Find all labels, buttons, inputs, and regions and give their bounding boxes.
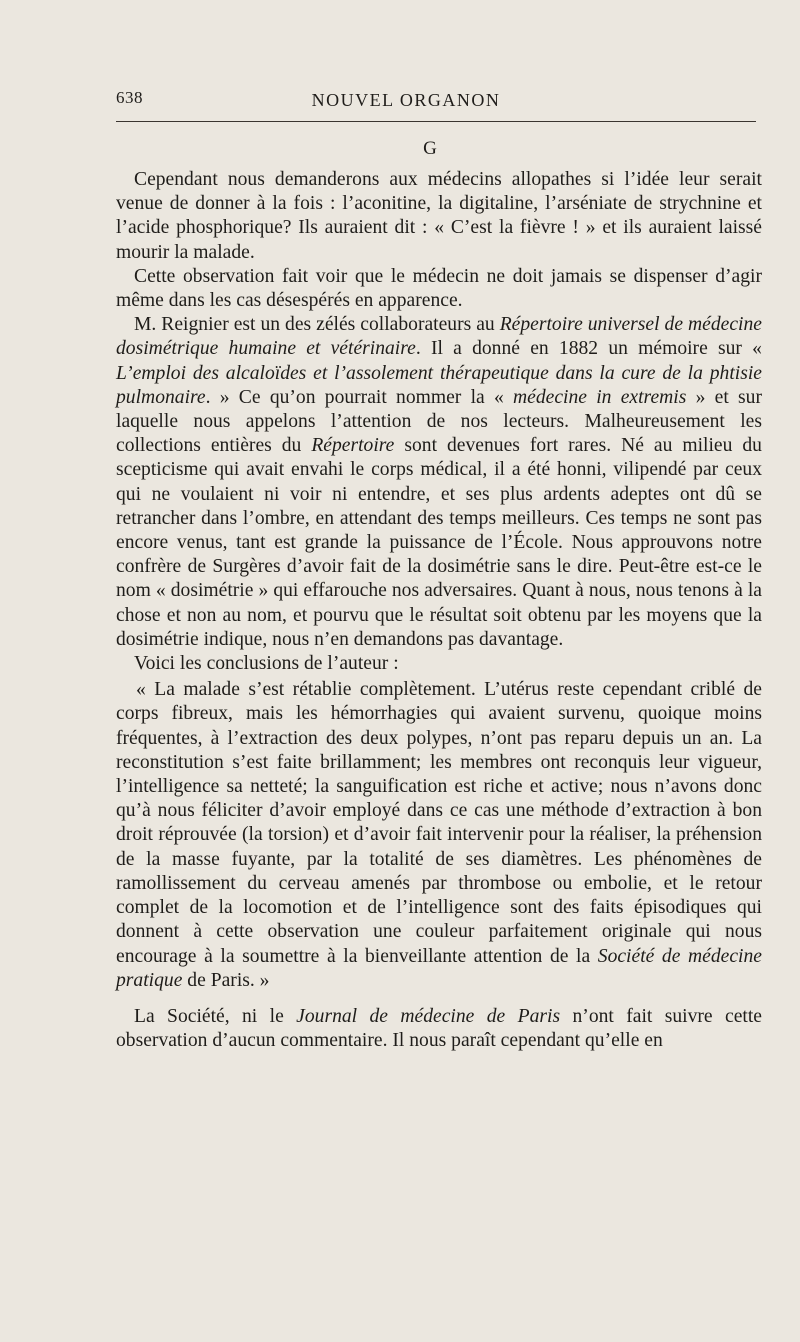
societe-title: Société de médecine pratique	[116, 945, 762, 991]
p3-text-c: . Il a donné en 1882 un mémoire sur «	[415, 338, 762, 360]
page-header	[116, 88, 756, 118]
memoir-title: L’emploi des alcaloïdes et l’assolement thérapeutique dans la cure de la phtisie pulmonaire	[116, 362, 762, 408]
paragraph-6	[116, 1005, 762, 1053]
body-text	[116, 168, 762, 1053]
p3-text-i: sont devenues fort rares. Né au milieu du scepticisme qui avait envahi le corps médical, il a été honni, vilipendé par ceux qui ne voulaient ni voir ni entendre, et ses plus ardents adeptes ont dû se retrancher dans l’ombre, en attendant des temps meilleurs. Ces temps ne sont pas encore venus, tant est grande la puissance de l’École. Nous approuvons notre confrère de Surgères d’avoir fait de la dosimétrie sans le dire. Peut-être est-ce le nom « dosimétrie » qui effarouche nos adversaires. Quant à nous, nous tenons à la chose et non au nom, et pourvu que le résultat soit obtenu par les moyens que la dosimétrie indique, nous n’en demandons pas davantage.	[116, 435, 762, 650]
p3-text-a: M. Reignier est un des zélés collaborateurs au	[134, 314, 500, 336]
paragraph-2: Cette observation fait voir que le médecin ne doit jamais se dispenser d’agir même dans les cas désespérés en apparence.	[116, 265, 762, 312]
p3-text-g: » et sur laquelle nous appelons l’attention de nos lecteurs. Malheureusement les collections entières du	[116, 386, 762, 457]
medecine-in-extremis: médecine in extremis	[513, 386, 687, 408]
p6-text-c: n’ont fait suivre cette observation d’aucun commentaire. Il nous paraît cependant qu’elle en	[116, 1005, 762, 1052]
journal-title: Journal de médecine de Paris	[296, 1005, 561, 1027]
p6-text-a: La Société, ni le	[134, 1005, 297, 1027]
section-letter: G	[423, 138, 437, 159]
p3-text-e: . » Ce qu’on pourrait nommer la «	[205, 386, 514, 408]
author-conclusion-quote	[116, 678, 762, 993]
header-rule	[116, 121, 756, 122]
page-number: 638	[116, 88, 143, 107]
paragraph-4: Voici les conclusions de l’auteur :	[134, 653, 399, 675]
repertoire-short-title: Répertoire	[311, 435, 395, 457]
paragraph-3	[116, 313, 762, 652]
p5-text-c: de Paris. »	[182, 969, 270, 991]
journal-title-repertoire: Répertoire universel de médecine dosimétrique humaine et vétérinaire	[116, 314, 762, 360]
p5-text-a: « La malade s’est rétablie complètement. L’utérus reste cependant criblé de corps fibreux, mais les hémorrhagies qui avaient survenu, quoique moins fréquentes, à l’extraction des deux polypes, n’ont pas reparu depuis un an. La reconstitution s’est faite brillamment; les membres ont reconquis leur vigueur, l’intelligence sa netteté; la sanguification est riche et active; nous n’avons donc qu’à nous féliciter d’avoir employé dans ce cas une méthode d’extraction à bon droit réprouvée (la torsion) et d’avoir fait intervenir pour la réaliser, la préhension de la masse fuyante, par la totalité de ses diamètres. Les phénomènes de ramollissement du cerveau amenés par thrombose ou embolie, et le retour complet de la locomotion et de l’intelligence sont des faits épisodiques qui donnent à cette observation une couleur parfaitement originale qui nous encourage à la soumettre à la bienveillante attention de la	[116, 679, 762, 967]
paragraph-1: Cependant nous demanderons aux médecins allopathes si l’idée leur serait venue de donner à la fois : l’aconitine, la digitaline, l’arséniate de strychnine et l’acide phosphorique? Ils auraient dit : « C’est la fièvre ! » et ils auraient laissé mourir la malade.	[116, 169, 762, 263]
running-title: NOUVEL ORGANON	[311, 90, 501, 110]
